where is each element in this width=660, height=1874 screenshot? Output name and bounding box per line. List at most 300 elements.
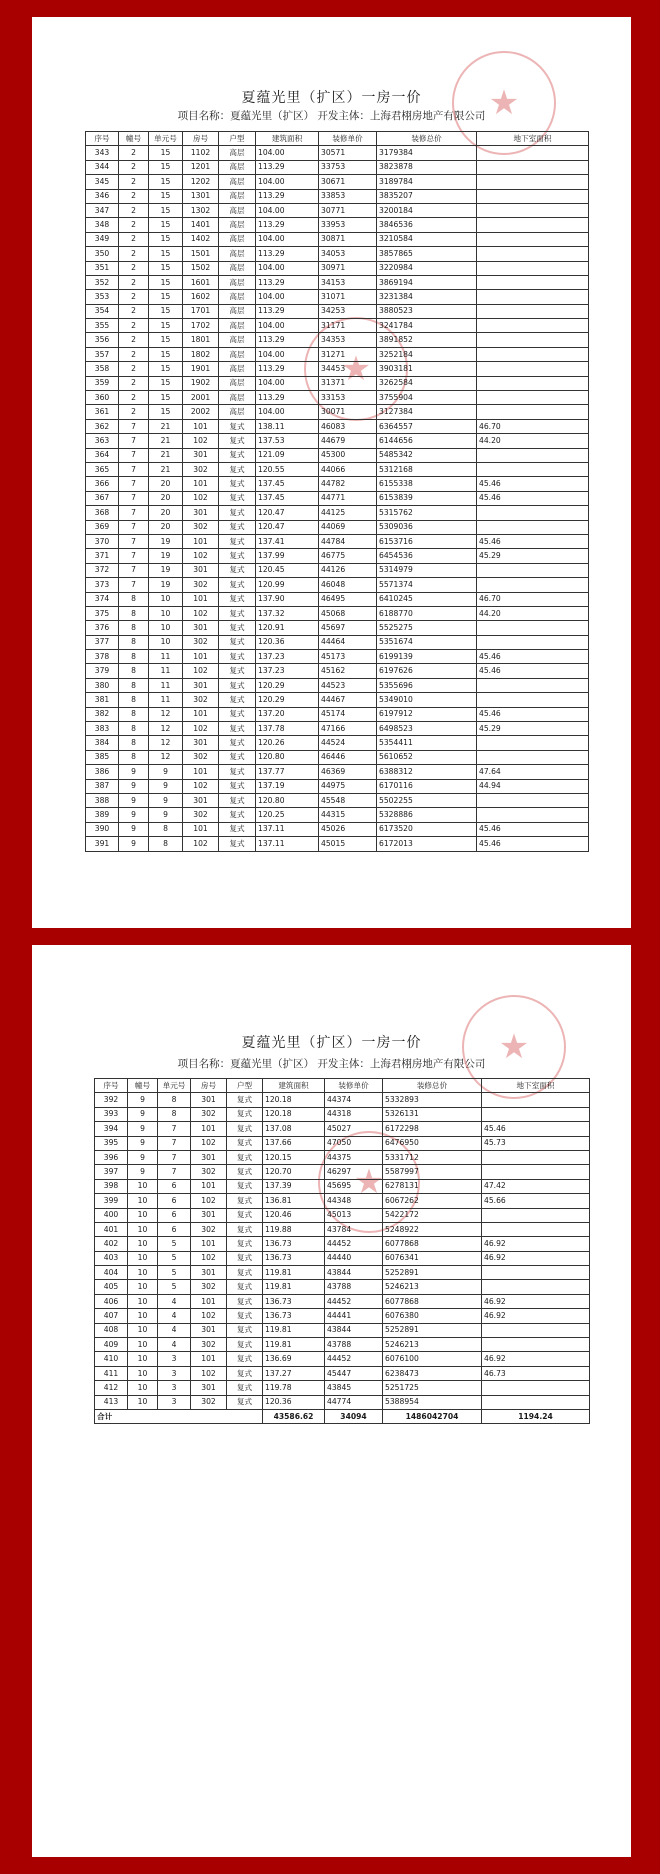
cell-building: 9: [128, 1136, 158, 1150]
column-header-basement-area: 地下室面积: [477, 132, 589, 146]
cell-total-price: 6172298: [383, 1122, 482, 1136]
cell-total-price: 3210584: [377, 232, 477, 246]
cell-basement-area: 46.73: [482, 1366, 590, 1380]
cell-building: 2: [119, 290, 149, 304]
cell-total-price: 6077868: [383, 1237, 482, 1251]
cell-total-price: 3903181: [377, 362, 477, 376]
table-row: [95, 1122, 590, 1136]
table-row: [95, 1093, 590, 1107]
cell-type: 复式: [227, 1150, 263, 1164]
total-label: 合计: [95, 1409, 263, 1423]
cell-unit-price: 45174: [319, 707, 377, 721]
cell-area: 120.80: [256, 793, 319, 807]
cell-building: 7: [119, 578, 149, 592]
cell-room: 302: [191, 1395, 227, 1409]
cell-seq: 356: [86, 333, 119, 347]
cell-seq: 411: [95, 1366, 128, 1380]
cell-total-price: 6170116: [377, 779, 477, 793]
cell-area: 137.32: [256, 606, 319, 620]
cell-room: 301: [191, 1323, 227, 1337]
table-row: [86, 247, 589, 261]
cell-unit: 19: [149, 578, 183, 592]
cell-basement-area: [482, 1093, 590, 1107]
cell-room: 102: [183, 606, 219, 620]
cell-unit-price: 45447: [325, 1366, 383, 1380]
cell-seq: 391: [86, 837, 119, 851]
cell-basement-area: [482, 1107, 590, 1121]
table-row: [86, 578, 589, 592]
column-header-unit-price: 装修单价: [325, 1079, 383, 1093]
cell-building: 7: [119, 462, 149, 476]
cell-type: 高层: [219, 261, 256, 275]
cell-total-price: 6076341: [383, 1251, 482, 1265]
cell-type: 高层: [219, 391, 256, 405]
cell-basement-area: [477, 678, 589, 692]
table-row: [86, 333, 589, 347]
cell-room: 101: [183, 707, 219, 721]
cell-room: 102: [183, 434, 219, 448]
cell-total-price: 5388954: [383, 1395, 482, 1409]
cell-seq: 372: [86, 563, 119, 577]
cell-basement-area: [477, 621, 589, 635]
cell-unit-price: 46495: [319, 592, 377, 606]
cell-building: 2: [119, 319, 149, 333]
cell-seq: 404: [95, 1266, 128, 1280]
cell-total-price: 5248922: [383, 1222, 482, 1236]
table-row: [86, 520, 589, 534]
cell-unit-price: 45173: [319, 650, 377, 664]
cell-total-price: 5610652: [377, 750, 477, 764]
table-row: [86, 563, 589, 577]
cell-basement-area: 46.92: [482, 1294, 590, 1308]
cell-type: 高层: [219, 362, 256, 376]
cell-total-price: 6077868: [383, 1294, 482, 1308]
cell-area: 136.81: [263, 1194, 325, 1208]
cell-basement-area: [477, 563, 589, 577]
table-row: [86, 477, 589, 491]
cell-area: 121.09: [256, 448, 319, 462]
cell-basement-area: [477, 362, 589, 376]
cell-unit-price: 30771: [319, 203, 377, 217]
cell-area: 113.29: [256, 218, 319, 232]
cell-area: 137.11: [256, 822, 319, 836]
cell-room: 302: [191, 1165, 227, 1179]
cell-total-price: 5525275: [377, 621, 477, 635]
cell-unit-price: 44679: [319, 434, 377, 448]
cell-area: 104.00: [256, 203, 319, 217]
cell-unit: 21: [149, 419, 183, 433]
table-row: [86, 434, 589, 448]
cell-area: 113.29: [256, 304, 319, 318]
cell-type: 复式: [219, 434, 256, 448]
cell-unit-price: 43844: [325, 1266, 383, 1280]
cell-total-price: 5328886: [377, 808, 477, 822]
cell-seq: 396: [95, 1150, 128, 1164]
table-row: [86, 319, 589, 333]
cell-basement-area: [477, 736, 589, 750]
cell-building: 10: [128, 1222, 158, 1236]
table-row: [86, 448, 589, 462]
cell-area: 120.80: [256, 750, 319, 764]
cell-unit: 15: [149, 319, 183, 333]
cell-type: 高层: [219, 203, 256, 217]
cell-unit: 15: [149, 304, 183, 318]
cell-total-price: 3835207: [377, 189, 477, 203]
cell-seq: 345: [86, 175, 119, 189]
cell-basement-area: [477, 146, 589, 160]
cell-building: 2: [119, 391, 149, 405]
cell-unit-price: 44524: [319, 736, 377, 750]
cell-area: 104.00: [256, 405, 319, 419]
cell-unit: 12: [149, 736, 183, 750]
sheet-subtitle: 项目名称：夏蕴光里（扩区） 开发主体：上海君栩房地产有限公司: [177, 1058, 486, 1070]
cell-basement-area: 44.20: [477, 434, 589, 448]
cell-area: 138.11: [256, 419, 319, 433]
cell-building: 10: [128, 1280, 158, 1294]
cell-building: 2: [119, 333, 149, 347]
cell-total-price: 3241784: [377, 319, 477, 333]
cell-unit-price: 46083: [319, 419, 377, 433]
cell-area: 119.81: [263, 1266, 325, 1280]
cell-basement-area: [477, 808, 589, 822]
cell-basement-area: 45.46: [477, 491, 589, 505]
cell-unit-price: 44348: [325, 1194, 383, 1208]
cell-area: 137.27: [263, 1366, 325, 1380]
cell-type: 复式: [227, 1338, 263, 1352]
cell-seq: 384: [86, 736, 119, 750]
cell-seq: 385: [86, 750, 119, 764]
cell-unit-price: 44374: [325, 1093, 383, 1107]
cell-unit-price: 34053: [319, 247, 377, 261]
table-row: [86, 793, 589, 807]
cell-building: 10: [128, 1266, 158, 1280]
cell-unit-price: 45695: [325, 1179, 383, 1193]
cell-seq: 392: [95, 1093, 128, 1107]
cell-building: 2: [119, 405, 149, 419]
company-seal-stamp: ★: [304, 317, 408, 421]
cell-area: 113.29: [256, 362, 319, 376]
cell-seq: 346: [86, 189, 119, 203]
cell-unit-price: 44126: [319, 563, 377, 577]
cell-room: 101: [183, 477, 219, 491]
cell-building: 2: [119, 175, 149, 189]
total-area: 43586.62: [263, 1409, 325, 1423]
cell-room: 302: [183, 578, 219, 592]
cell-seq: 365: [86, 462, 119, 476]
cell-unit-price: 34353: [319, 333, 377, 347]
cell-type: 复式: [219, 793, 256, 807]
cell-building: 9: [119, 765, 149, 779]
cell-unit: 15: [149, 203, 183, 217]
cell-unit: 8: [158, 1093, 191, 1107]
cell-building: 8: [119, 650, 149, 664]
cell-unit: 4: [158, 1323, 191, 1337]
cell-type: 复式: [219, 606, 256, 620]
price-table: [94, 1078, 590, 1424]
table-row: [86, 664, 589, 678]
cell-unit: 15: [149, 218, 183, 232]
cell-basement-area: [477, 693, 589, 707]
cell-building: 8: [119, 606, 149, 620]
cell-unit: 7: [158, 1122, 191, 1136]
table-row: [95, 1366, 590, 1380]
cell-total-price: 3857865: [377, 247, 477, 261]
cell-room: 2001: [183, 391, 219, 405]
cell-seq: 401: [95, 1222, 128, 1236]
cell-type: 高层: [219, 275, 256, 289]
table-row: [95, 1395, 590, 1409]
cell-area: 120.46: [263, 1208, 325, 1222]
cell-building: 10: [128, 1395, 158, 1409]
cell-seq: 377: [86, 635, 119, 649]
cell-unit-price: 44464: [319, 635, 377, 649]
cell-area: 120.18: [263, 1093, 325, 1107]
cell-total-price: 5252891: [383, 1323, 482, 1337]
cell-basement-area: [477, 304, 589, 318]
cell-type: 复式: [227, 1136, 263, 1150]
cell-seq: 374: [86, 592, 119, 606]
cell-type: 高层: [219, 376, 256, 390]
cell-unit-price: 31071: [319, 290, 377, 304]
table-row: [95, 1222, 590, 1236]
cell-basement-area: [477, 333, 589, 347]
table-row: [95, 1352, 590, 1366]
cell-building: 7: [119, 434, 149, 448]
table-row: [86, 506, 589, 520]
total-unit-price: 34094: [325, 1409, 383, 1423]
cell-unit: 11: [149, 693, 183, 707]
cell-total-price: 6155338: [377, 477, 477, 491]
cell-total-price: 6172013: [377, 837, 477, 851]
cell-total-price: 6173520: [377, 822, 477, 836]
cell-unit-price: 44315: [319, 808, 377, 822]
cell-area: 137.23: [256, 664, 319, 678]
cell-total-price: 5326131: [383, 1107, 482, 1121]
cell-building: 2: [119, 362, 149, 376]
cell-unit: 15: [149, 160, 183, 174]
cell-type: 复式: [219, 448, 256, 462]
cell-total-price: 5502255: [377, 793, 477, 807]
cell-unit: 15: [149, 391, 183, 405]
cell-basement-area: 45.66: [482, 1194, 590, 1208]
cell-unit: 19: [149, 549, 183, 563]
column-header-seq: 序号: [86, 132, 119, 146]
cell-unit: 3: [158, 1395, 191, 1409]
table-row: [86, 405, 589, 419]
table-row: [95, 1381, 590, 1395]
cell-seq: 352: [86, 275, 119, 289]
total-basement-area: 1194.24: [482, 1409, 590, 1423]
cell-type: 复式: [219, 650, 256, 664]
cell-room: 1301: [183, 189, 219, 203]
cell-building: 10: [128, 1352, 158, 1366]
cell-total-price: 3220984: [377, 261, 477, 275]
cell-basement-area: 46.92: [482, 1309, 590, 1323]
cell-basement-area: 45.29: [477, 722, 589, 736]
cell-basement-area: 44.20: [477, 606, 589, 620]
cell-building: 9: [119, 779, 149, 793]
cell-area: 104.00: [256, 347, 319, 361]
cell-total-price: 6076100: [383, 1352, 482, 1366]
cell-unit: 3: [158, 1352, 191, 1366]
cell-type: 复式: [219, 779, 256, 793]
cell-room: 101: [191, 1237, 227, 1251]
cell-unit-price: 43788: [325, 1280, 383, 1294]
table-row: [86, 606, 589, 620]
cell-unit: 15: [149, 189, 183, 203]
cell-basement-area: [477, 448, 589, 462]
cell-seq: 353: [86, 290, 119, 304]
table-row: [86, 261, 589, 275]
cell-room: 302: [191, 1280, 227, 1294]
cell-basement-area: [477, 506, 589, 520]
cell-seq: 350: [86, 247, 119, 261]
cell-total-price: 5571374: [377, 578, 477, 592]
cell-room: 101: [183, 419, 219, 433]
cell-unit-price: 44125: [319, 506, 377, 520]
table-row: [86, 837, 589, 851]
cell-total-price: 5485342: [377, 448, 477, 462]
cell-unit: 5: [158, 1237, 191, 1251]
cell-total-price: 5332893: [383, 1093, 482, 1107]
cell-building: 9: [128, 1107, 158, 1121]
cell-type: 高层: [219, 304, 256, 318]
cell-room: 302: [183, 693, 219, 707]
cell-total-price: 5315762: [377, 506, 477, 520]
table-row: [86, 678, 589, 692]
cell-unit-price: 44452: [325, 1294, 383, 1308]
cell-total-price: 5351674: [377, 635, 477, 649]
cell-building: 2: [119, 376, 149, 390]
table-row: [86, 736, 589, 750]
cell-unit: 21: [149, 434, 183, 448]
cell-total-price: 6498523: [377, 722, 477, 736]
table-row: [86, 635, 589, 649]
cell-area: 104.00: [256, 319, 319, 333]
cell-type: 复式: [219, 578, 256, 592]
cell-area: 137.45: [256, 491, 319, 505]
cell-room: 301: [183, 678, 219, 692]
cell-total-price: 5355696: [377, 678, 477, 692]
cell-building: 10: [128, 1338, 158, 1352]
cell-type: 复式: [219, 707, 256, 721]
table-row: [86, 347, 589, 361]
table-row: [86, 218, 589, 232]
table-row: [86, 707, 589, 721]
table-row: [95, 1280, 590, 1294]
cell-unit: 8: [149, 837, 183, 851]
cell-type: 复式: [227, 1208, 263, 1222]
column-header-total-price: 装修总价: [377, 132, 477, 146]
cell-basement-area: [482, 1381, 590, 1395]
cell-room: 301: [191, 1208, 227, 1222]
cell-seq: 361: [86, 405, 119, 419]
cell-room: 2002: [183, 405, 219, 419]
cell-unit: 7: [158, 1165, 191, 1179]
cell-unit: 6: [158, 1179, 191, 1193]
cell-room: 1302: [183, 203, 219, 217]
cell-type: 复式: [227, 1294, 263, 1308]
cell-seq: 399: [95, 1194, 128, 1208]
table-row: [86, 232, 589, 246]
cell-building: 8: [119, 635, 149, 649]
cell-total-price: 3262584: [377, 376, 477, 390]
cell-building: 10: [128, 1323, 158, 1337]
cell-building: 10: [128, 1381, 158, 1395]
cell-total-price: 6454536: [377, 549, 477, 563]
cell-seq: 393: [95, 1107, 128, 1121]
column-header-unit-price: 装修单价: [319, 132, 377, 146]
cell-unit-price: 44774: [325, 1395, 383, 1409]
cell-total-price: 3891852: [377, 333, 477, 347]
cell-area: 120.45: [256, 563, 319, 577]
cell-seq: 368: [86, 506, 119, 520]
table-row: [95, 1165, 590, 1179]
table-row: [86, 592, 589, 606]
cell-type: 高层: [219, 405, 256, 419]
cell-basement-area: [482, 1165, 590, 1179]
cell-area: 113.29: [256, 189, 319, 203]
cell-type: 复式: [227, 1280, 263, 1294]
cell-total-price: 5309036: [377, 520, 477, 534]
cell-type: 复式: [219, 693, 256, 707]
cell-seq: 405: [95, 1280, 128, 1294]
cell-building: 10: [128, 1208, 158, 1222]
cell-building: 2: [119, 347, 149, 361]
cell-unit-price: 44066: [319, 462, 377, 476]
sheet-title: 夏蕴光里（扩区）一房一价: [241, 1035, 422, 1051]
sheet-subtitle: 项目名称：夏蕴光里（扩区） 开发主体：上海君栩房地产有限公司: [177, 110, 486, 122]
cell-unit-price: 44975: [319, 779, 377, 793]
cell-building: 2: [119, 160, 149, 174]
table-header-row: [86, 132, 589, 146]
cell-unit: 5: [158, 1251, 191, 1265]
cell-unit: 5: [158, 1280, 191, 1294]
cell-seq: 369: [86, 520, 119, 534]
cell-area: 120.55: [256, 462, 319, 476]
cell-unit-price: 43844: [325, 1323, 383, 1337]
table-row: [86, 175, 589, 189]
cell-unit-price: 34453: [319, 362, 377, 376]
cell-area: 104.00: [256, 232, 319, 246]
cell-area: 120.91: [256, 621, 319, 635]
cell-basement-area: 45.46: [477, 477, 589, 491]
table-row: [95, 1150, 590, 1164]
cell-room: 302: [191, 1107, 227, 1121]
cell-building: 2: [119, 232, 149, 246]
cell-seq: 412: [95, 1381, 128, 1395]
cell-type: 复式: [227, 1251, 263, 1265]
table-header-row: [95, 1079, 590, 1093]
cell-seq: 355: [86, 319, 119, 333]
cell-unit: 10: [149, 635, 183, 649]
table-row: [95, 1237, 590, 1251]
cell-total-price: 6364557: [377, 419, 477, 433]
cell-room: 101: [191, 1122, 227, 1136]
cell-unit-price: 30871: [319, 232, 377, 246]
cell-total-price: 3869194: [377, 275, 477, 289]
cell-unit: 9: [149, 779, 183, 793]
cell-building: 8: [119, 678, 149, 692]
cell-basement-area: 46.92: [482, 1352, 590, 1366]
cell-seq: 363: [86, 434, 119, 448]
table-row: [86, 203, 589, 217]
price-table: [85, 131, 589, 852]
cell-room: 1202: [183, 175, 219, 189]
cell-unit: 21: [149, 448, 183, 462]
cell-unit-price: 44441: [325, 1309, 383, 1323]
cell-unit: 5: [158, 1266, 191, 1280]
